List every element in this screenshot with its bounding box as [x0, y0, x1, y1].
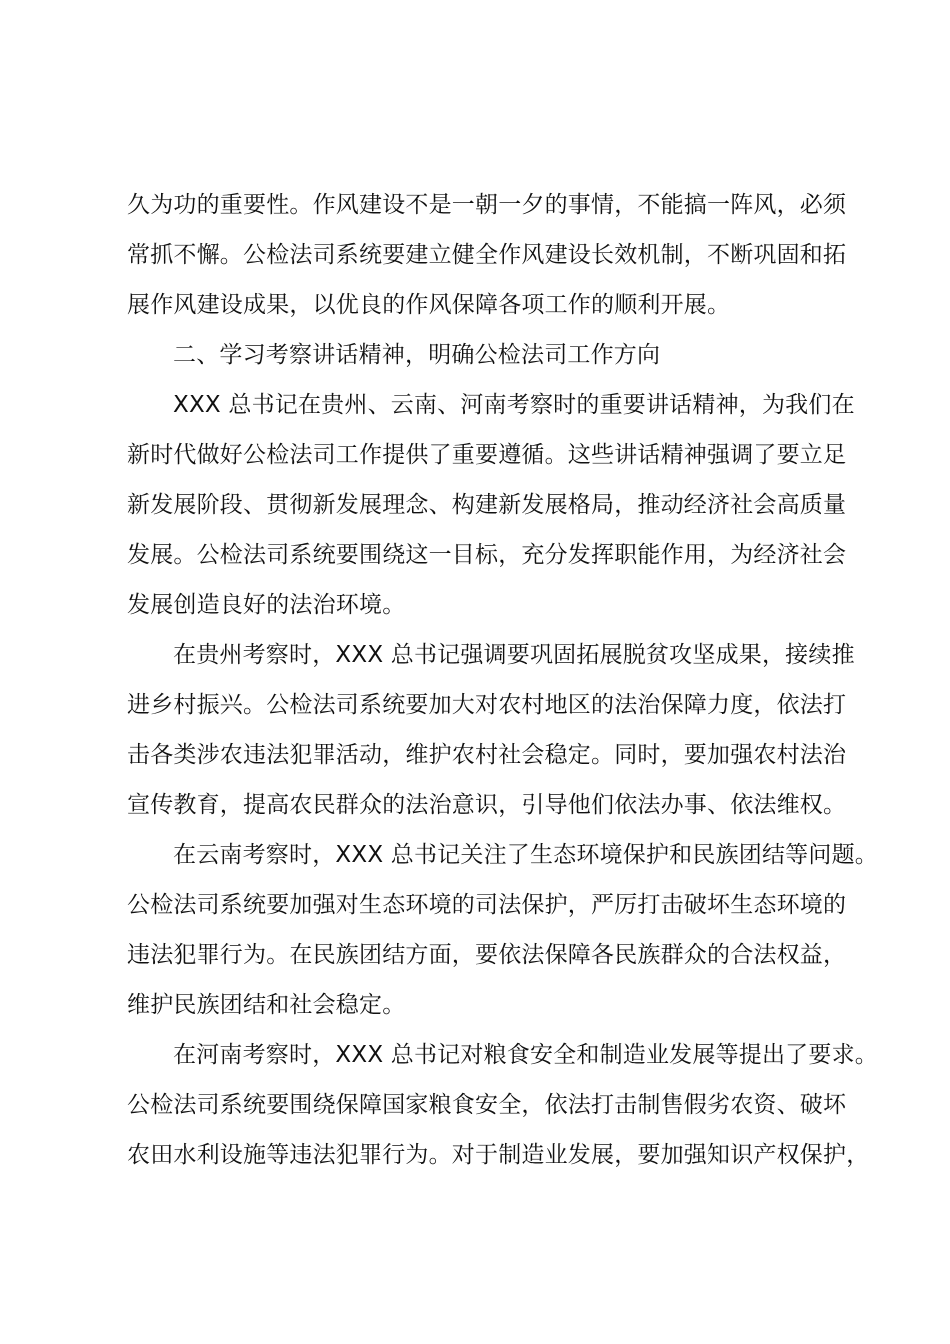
paragraph-line: 在贵州考察时，XXX 总书记强调要巩固拓展脱贫攻坚成果，接续推 [173, 642, 855, 668]
paragraph-line: 展作风建设成果，以优良的作风保障各项工作的顺利开展。 [127, 292, 731, 318]
paragraph-line: 久为功的重要性。作风建设不是一朝一夕的事情，不能搞一阵风，必须 [127, 192, 847, 218]
paragraph-line: 进乡村振兴。公检法司系统要加大对农村地区的法治保障力度，依法打 [127, 692, 847, 718]
paragraph-line: 公检法司系统要加强对生态环境的司法保护，严厉打击破坏生态环境的 [127, 892, 847, 918]
paragraph-line: 击各类涉农违法犯罪活动，维护农村社会稳定。同时，要加强农村法治 [127, 742, 847, 768]
paragraph-line: 新时代做好公检法司工作提供了重要遵循。这些讲话精神强调了要立足 [127, 442, 847, 468]
paragraph-line: 在云南考察时，XXX 总书记关注了生态环境保护和民族团结等问题。 [173, 842, 878, 868]
paragraph-line: 在河南考察时，XXX 总书记对粮食安全和制造业发展等提出了要求。 [173, 1042, 878, 1068]
paragraph-line: 公检法司系统要围绕保障国家粮食安全，依法打击制售假劣农资、破坏 [127, 1092, 847, 1118]
paragraph-line: XXX 总书记在贵州、云南、河南考察时的重要讲话精神，为我们在 [173, 392, 855, 418]
paragraph-line: 宣传教育，提高农民群众的法治意识，引导他们依法办事、依法维权。 [127, 792, 847, 818]
paragraph-line: 违法犯罪行为。在民族团结方面，要依法保障各民族群众的合法权益， [127, 942, 847, 968]
paragraph-line: 维护民族团结和社会稳定。 [127, 992, 406, 1018]
paragraph-line: 常抓不懈。公检法司系统要建立健全作风建设长效机制，不断巩固和拓 [127, 242, 847, 268]
paragraph-line: 发展。公检法司系统要围绕这一目标，充分发挥职能作用，为经济社会 [127, 542, 847, 568]
paragraph-line: 新发展阶段、贯彻新发展理念、构建新发展格局，推动经济社会高质量 [127, 492, 847, 518]
section-heading: 二、学习考察讲话精神，明确公检法司工作方向 [173, 342, 661, 368]
paragraph-line: 发展创造良好的法治环境。 [127, 592, 406, 618]
paragraph-line: 农田水利设施等违法犯罪行为。对于制造业发展，要加强知识产权保护， [127, 1142, 870, 1168]
